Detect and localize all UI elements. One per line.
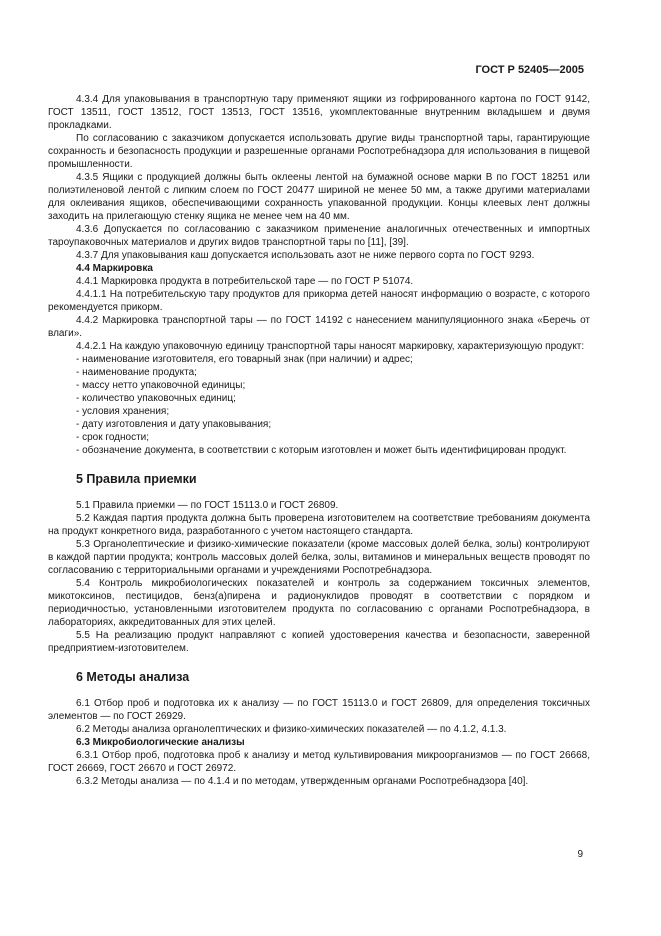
para-4-3-6: 4.3.6 Допускается по согласованию с заказчиком применение аналогичных отечественных и импортных тароупаковочных материалов и других видов транспортной тары по [11], [39]. bbox=[48, 224, 590, 248]
list-item: - обозначение документа, в соответствии с которым изготовлен и может быть идентифицирован продукт. bbox=[76, 445, 567, 456]
para-4-4-1: 4.4.1 Маркировка продукта в потребительской таре — по ГОСТ Р 51074. bbox=[76, 276, 414, 287]
list-item: - условия хранения; bbox=[76, 406, 170, 417]
document-code-header: ГОСТ Р 52405—2005 bbox=[475, 64, 584, 76]
section-5-title: 5 Правила приемки bbox=[76, 472, 197, 486]
para-4-3-4: 4.3.4 Для упаковывания в транспортную тару применяют ящики из гофрированного картона по ГОСТ 9142, ГОСТ 13511, ГОСТ 13512, ГОСТ 13513, ГОСТ 13516, укомплектованные внутренним вкладышем и двумя прокладками. bbox=[48, 94, 590, 131]
para-6-3-2: 6.3.2 Методы анализа — по 4.1.4 и по методам, утвержденным органами Роспотребнадзора [40]. bbox=[76, 776, 529, 787]
para-6-2: 6.2 Методы анализа органолептических и физико-химических показателей — по 4.1.2, 4.1.3. bbox=[76, 724, 507, 735]
subsection-4-4-title: 4.4 Маркировка bbox=[76, 263, 153, 274]
para-5-4: 5.4 Контроль микробиологических показателей и контроль за содержанием токсичных элементов, микотоксинов, пестицидов, бенз(а)пирена и радионуклидов проводят в соответствии с порядком и периодичностью, установленными изготовителем продукта по согласованию с органами Роспотребнадзора, в лабораториях, аккредитованных для этих целей. bbox=[48, 578, 590, 628]
subsection-6-3-title: 6.3 Микробиологические анализы bbox=[76, 737, 245, 748]
para-5-3: 5.3 Органолептические и физико-химические показатели (кроме массовых долей белка, золы) контролируют в каждой партии продукта; контроль массовых долей белка, золы, витаминов и минеральных веществ проводят по согласованию с территориальными органами и учреждениями Роспотребнадзора. bbox=[48, 539, 590, 576]
para-4-4-2: 4.4.2 Маркировка транспортной тары — по ГОСТ 14192 с нанесением манипуляционного знака «Беречь от влаги». bbox=[48, 315, 590, 339]
list-item: - дату изготовления и дату упаковывания; bbox=[76, 419, 272, 430]
section-6-title: 6 Методы анализа bbox=[76, 670, 190, 684]
list-item: - срок годности; bbox=[76, 432, 150, 443]
list-item: - наименование изготовителя, его товарный знак (при наличии) и адрес; bbox=[76, 354, 413, 365]
para-4-3-7: 4.3.7 Для упаковывания каш допускается использовать азот не ниже первого сорта по ГОСТ 9293. bbox=[76, 250, 535, 261]
para-4-4-1-1: 4.4.1.1 На потребительскую тару продуктов для прикорма детей наносят информацию о возрасте, с которого рекомендуется прикорм. bbox=[48, 289, 590, 313]
para-4-4-2-1: 4.4.2.1 На каждую упаковочную единицу транспортной тары наносят маркировку, характеризующую продукт: bbox=[76, 341, 585, 352]
para-4-3-5: 4.3.5 Ящики с продукцией должны быть оклеены лентой на бумажной основе марки В по ГОСТ 18251 или полиэтиленовой лентой с липким слоем по ГОСТ 20477 шириной не менее 50 мм, а также другими материалами для оклеивания ящиков, обеспечивающими сохранность упакованной продукции. Концы клеевых лент должны заходить на прилегающую стенку ящика не менее чем на 40 мм. bbox=[48, 172, 590, 222]
para-4-3-4-note: По согласованию с заказчиком допускается использовать другие виды транспортной тары, гарантирующие сохранность и безопасность продукции и разрешенные органами Роспотребнадзора для использования в пищевой промышленности. bbox=[48, 133, 590, 170]
para-5-2: 5.2 Каждая партия продукта должна быть проверена изготовителем на соответствие требованиям документа на продукт конкретного вида, разработанного с учетом настоящего стандарта. bbox=[48, 513, 590, 537]
para-5-1: 5.1 Правила приемки — по ГОСТ 15113.0 и ГОСТ 26809. bbox=[76, 500, 339, 511]
para-6-3-1: 6.3.1 Отбор проб, подготовка проб к анализу и метод культивирования микроорганизмов — по ГОСТ 26668, ГОСТ 26669, ГОСТ 26670 и ГОСТ 26972. bbox=[48, 750, 590, 774]
list-item: - количество упаковочных единиц; bbox=[76, 393, 236, 404]
para-5-5: 5.5 На реализацию продукт направляют с копией удостоверения качества и безопасности, заверенной предприятием-изготовителем. bbox=[48, 630, 590, 654]
list-item: - массу нетто упаковочной единицы; bbox=[76, 380, 246, 391]
list-item: - наименование продукта; bbox=[76, 367, 197, 378]
document-body bbox=[48, 93, 590, 788]
page-number: 9 bbox=[577, 849, 583, 860]
para-6-1: 6.1 Отбор проб и подготовка их к анализу — по ГОСТ 15113.0 и ГОСТ 26809, для определения токсичных элементов — по ГОСТ 26929. bbox=[48, 698, 590, 722]
